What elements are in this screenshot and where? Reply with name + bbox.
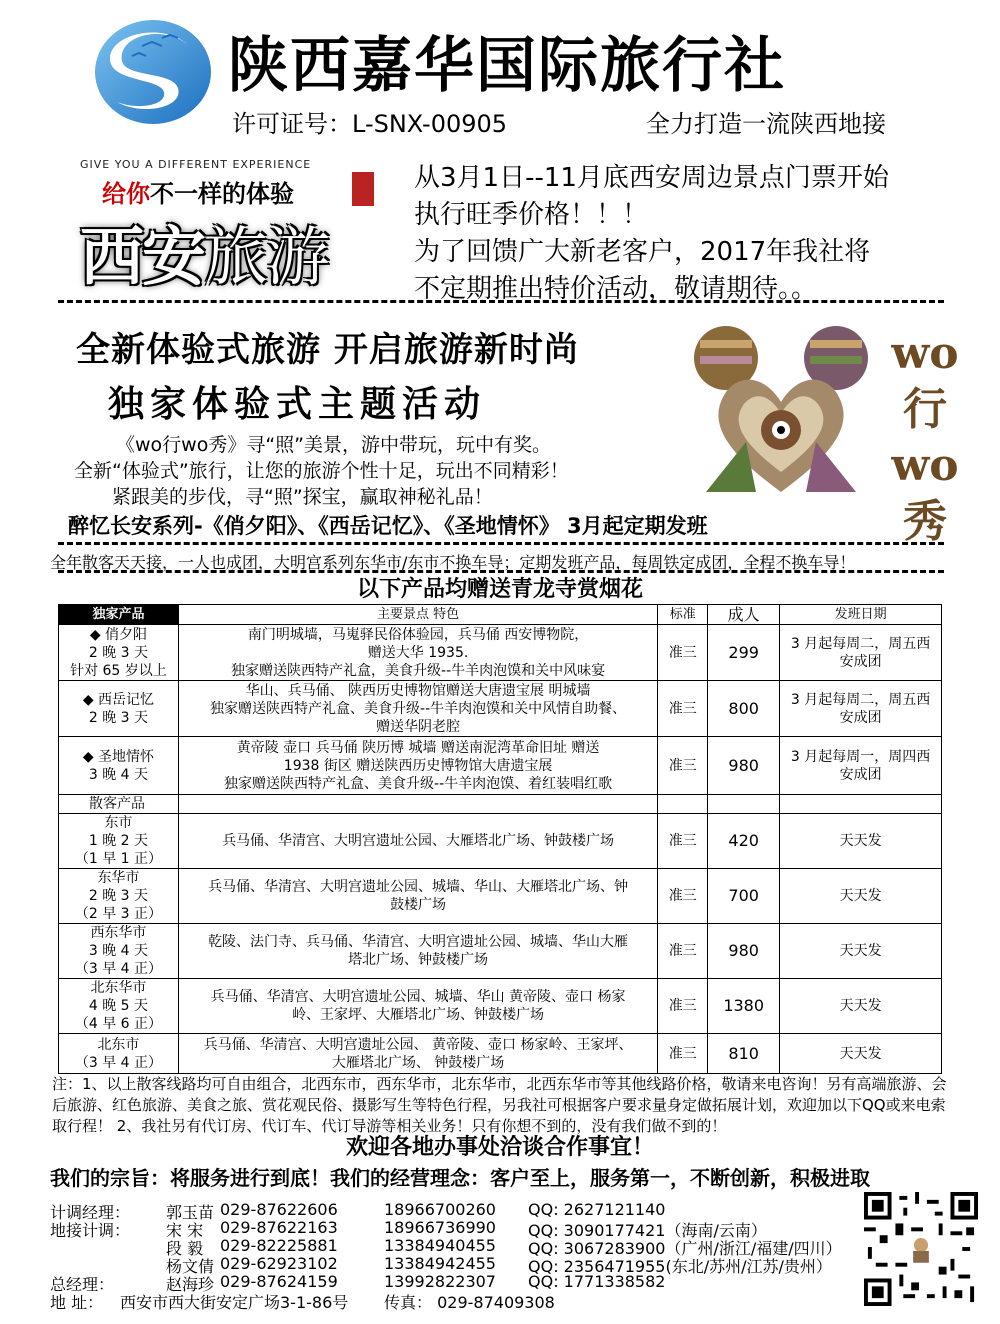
schedule-line: 3 月起每周二，周五西 — [790, 691, 931, 708]
wo-xing-wo-xiu-heart-logo — [686, 322, 876, 502]
dashed-divider — [58, 300, 944, 303]
address-label: 地 址： — [50, 1293, 104, 1312]
schedule-line: 安成团 — [839, 766, 882, 783]
product-meals: （4 早 6 正） — [74, 1016, 163, 1032]
product-meals: （3 早 4 正） — [74, 961, 163, 977]
price-cell: 980 — [708, 737, 780, 795]
table-row — [59, 1034, 942, 1074]
price-cell: 420 — [708, 814, 780, 869]
table-row — [59, 737, 942, 795]
highlight-line: 独家赠送陕西特产礼盒、美食升级--牛羊肉泡馍、着红装唱红歌 — [224, 775, 613, 792]
schedule-cell — [780, 737, 942, 795]
daily-departure-notice: 全年散客天天接，一人也成团，大明宫系列东华市/东市不换车导；定期发班产品，每周铁定成团，全程不换车导！ — [50, 553, 856, 572]
product-name: ◆ 西岳记忆 — [82, 691, 155, 708]
seal-stamp-icon — [352, 172, 374, 206]
dashed-divider — [58, 542, 944, 545]
header-slogan: 全力打造一流陕西地接 — [646, 110, 886, 138]
banner-title-thin: 旅游 — [204, 221, 328, 295]
contact-role: 地接计调： — [50, 1221, 131, 1240]
product-name: 北东市 — [97, 1036, 140, 1053]
table-row — [59, 814, 942, 869]
highlight-line: 独家赠送陕西特产礼盒、美食升级--牛羊肉泡馍和关中风情自助餐、 — [210, 700, 627, 717]
schedule-cell: 天天发 — [780, 979, 942, 1034]
company-logo — [92, 16, 214, 128]
schedule-line: 安成团 — [839, 653, 882, 670]
highlights-cell — [178, 869, 657, 924]
table-section-row — [59, 795, 942, 814]
highlight-line: 乾陵、法门寺、兵马俑、华清宫、大明宫遗址公园、城墙、华山大雁 — [208, 934, 629, 950]
address-value: 西安市西大街安定广场3-1-86号 — [120, 1293, 349, 1312]
schedule-cell: 天天发 — [780, 1034, 942, 1074]
fax-number: 传真： 029-87409308 — [384, 1293, 555, 1312]
highlight-line: 黄帝陵 壶口 兵马俑 陕历博 城墙 赠送南泥湾革命旧址 赠送 — [236, 739, 600, 756]
contact-phone: 029-82225881 — [220, 1236, 338, 1255]
promo-subheadline: 独家体验式主题活动 — [108, 383, 487, 425]
product-name: 东市 — [104, 815, 133, 831]
welcome-line: 欢迎各地办事处洽谈合作事宜！ — [345, 1135, 654, 1160]
table-row — [59, 979, 942, 1034]
contact-qq: QQ: 1771338582 — [528, 1272, 666, 1291]
product-name: ◆ 俏夕阳 — [89, 626, 148, 643]
schedule-line: 3 月起每周一，周四西 — [790, 748, 931, 765]
table-row — [59, 681, 942, 737]
schedule-cell: 天天发 — [780, 869, 942, 924]
price-cell: 299 — [708, 625, 780, 681]
product-cell — [59, 869, 179, 924]
product-meals: （1 早 1 正） — [74, 851, 163, 867]
highlight-line: 兵马俑、华清宫、大明宫遗址公园、大雁塔北广场、钟鼓楼广场 — [222, 833, 615, 849]
schedule-cell: 天天发 — [780, 924, 942, 979]
price-cell: 800 — [708, 681, 780, 737]
product-cell — [59, 979, 179, 1034]
wo-xing-wo-xiu-logo-text — [880, 326, 970, 550]
logo-text-line: wo — [891, 440, 959, 491]
contact-mobile: 13992822307 — [384, 1272, 496, 1291]
product-duration: 4 晚 5 天 — [88, 998, 149, 1014]
empty-cell — [178, 795, 657, 814]
highlight-line: 兵马俑、华清宫、大明宫遗址公园、 黄帝陵、壶口 杨家岭、王家坪、 — [203, 1036, 633, 1053]
empty-cell — [658, 795, 708, 814]
product-meals: （3 早 4 正） — [74, 1054, 163, 1071]
standard-cell: 准三 — [658, 814, 708, 869]
header-standard: 标准 — [658, 605, 708, 625]
tour-price-table — [58, 604, 942, 1074]
highlights-cell — [178, 625, 657, 681]
notice-line: 执行旺季价格！！！ — [414, 200, 649, 230]
banner-tagline-red: 给你 — [102, 179, 150, 208]
price-cell: 980 — [708, 924, 780, 979]
product-duration: 1 晚 2 天 — [88, 833, 149, 849]
product-cell — [59, 737, 179, 795]
highlights-cell — [178, 814, 657, 869]
logo-text-line: 秀 — [903, 496, 947, 547]
company-motto: 我们的宗旨：将服务进行到底！我们的经营理念：客户至上，服务第一，不断创新，积极进取 — [50, 1166, 870, 1190]
highlight-line: 塔北广场、钟鼓楼广场 — [348, 952, 489, 968]
banner-tagline-black: 不一样的体验 — [150, 179, 294, 208]
schedule-cell — [780, 625, 942, 681]
contact-phone: 029-62923102 — [220, 1254, 338, 1273]
notice-line: 为了回馈广大新老客户，2017年我社将 — [414, 237, 871, 267]
header-adult-price: 成人 — [708, 605, 780, 625]
price-notice — [414, 160, 984, 308]
contact-name: 赵海珍 — [166, 1275, 215, 1294]
highlights-cell — [178, 979, 657, 1034]
empty-cell — [708, 795, 780, 814]
loose-products-label: 散客产品 — [59, 795, 179, 814]
notice-line: 不定期推出特价活动，敬请期待。。 — [414, 274, 818, 304]
standard-cell: 准三 — [658, 1034, 708, 1074]
highlight-line: 兵马俑、华清宫、大明宫遗址公园、城墙、华山、大雁塔北广场、钟 — [208, 879, 629, 895]
table-row — [59, 924, 942, 979]
product-cell — [59, 814, 179, 869]
promo-line: 紧跟美的步伐，寻“照”探宝，赢取神秘礼品！ — [112, 486, 493, 508]
schedule-line: 安成团 — [839, 709, 882, 726]
contact-name: 郭玉苗 — [166, 1203, 215, 1222]
qr-code-icon[interactable] — [864, 1192, 978, 1306]
highlight-line: 大雁塔北广场、 钟鼓楼广场 — [331, 1054, 505, 1071]
contact-role: 计调经理： — [50, 1203, 131, 1222]
contact-phone: 029-87624159 — [220, 1272, 338, 1291]
highlight-line: 独家赠送陕西特产礼盒，美食升级--牛羊肉泡馍和关中风味宴 — [231, 662, 606, 679]
header-schedule: 发班日期 — [780, 605, 942, 625]
xian-tourism-banner — [80, 158, 410, 295]
banner-title — [80, 206, 328, 298]
contact-qq: QQ: 3090177421（海南/云南） — [528, 1221, 767, 1240]
contact-qq: QQ: 3067283900（广州/浙江/福建/四川） — [528, 1239, 842, 1258]
contact-name: 段 毅 — [166, 1239, 204, 1258]
product-duration: 2 晚 3 天 — [88, 709, 149, 726]
logo-text-line: wo — [891, 328, 959, 379]
standard-cell: 准三 — [658, 924, 708, 979]
standard-cell: 准三 — [658, 979, 708, 1034]
standard-cell: 准三 — [658, 681, 708, 737]
highlight-line: 兵马俑、华清宫、大明宫遗址公园、城墙、华山 黄帝陵、壶口 杨家 — [210, 989, 626, 1005]
contact-mobile: 18966736990 — [384, 1218, 496, 1237]
highlights-cell — [178, 737, 657, 795]
contact-phone: 029-87622163 — [220, 1218, 338, 1237]
product-duration: 3 晚 4 天 — [88, 943, 149, 959]
header-highlights: 主要景点 特色 — [178, 605, 657, 625]
table-row — [59, 869, 942, 924]
contact-name: 宋 宋 — [166, 1221, 204, 1240]
company-name: 陕西嘉华国际旅行社 — [228, 31, 786, 101]
header-product: 独家产品 — [59, 605, 179, 625]
standard-cell: 准三 — [658, 625, 708, 681]
price-cell: 700 — [708, 869, 780, 924]
product-name: ◆ 圣地情怀 — [82, 748, 155, 765]
contact-mobile: 13384940455 — [384, 1236, 496, 1255]
banner-english-tagline: GIVE YOU A DIFFERENT EXPERIENCE — [80, 158, 312, 171]
highlight-line: 南门明城墙，马嵬驿民俗体验园，兵马俑 西安博物院， — [247, 626, 589, 643]
product-duration: 2 晚 3 天 — [88, 888, 149, 904]
product-name: 西东华市 — [90, 925, 147, 941]
contact-role: 总经理： — [50, 1275, 115, 1294]
highlight-line: 赠送大华 1935. — [367, 644, 469, 661]
promo-line: 全新“体验式”旅行，让您的旅游个性十足，玩出不同精彩！ — [74, 460, 569, 482]
product-cell — [59, 681, 179, 737]
product-duration: 2 晚 3 天 — [88, 644, 149, 661]
notice-line: 从3月1日--11月底西安周边景点门票开始 — [414, 163, 889, 193]
highlight-line: 1938 街区 赠送陕西历史博物馆大唐遗宝展 — [283, 757, 553, 774]
schedule-cell: 天天发 — [780, 814, 942, 869]
product-meals: （2 早 3 正） — [74, 906, 163, 922]
product-name: 东华市 — [97, 870, 140, 886]
table-header-row — [59, 605, 942, 625]
license-number: 许可证号：L-SNX-00905 — [232, 110, 508, 138]
fireworks-gift-line: 以下产品均赠送青龙寺赏烟花 — [356, 577, 643, 602]
highlight-line: 赠送华阴老腔 — [376, 718, 461, 735]
price-cell: 810 — [708, 1034, 780, 1074]
product-cell — [59, 625, 179, 681]
logo-text-line: 行 — [903, 384, 947, 435]
contact-name: 杨文倩 — [166, 1257, 215, 1276]
highlights-cell — [178, 681, 657, 737]
empty-cell — [780, 795, 942, 814]
schedule-line: 3 月起每周二，周五西 — [790, 635, 931, 652]
price-cell: 1380 — [708, 979, 780, 1034]
schedule-cell — [780, 681, 942, 737]
contact-qq: QQ: 2627121140 — [528, 1200, 666, 1219]
highlight-line: 鼓楼广场 — [390, 897, 447, 913]
product-name: 北东华市 — [90, 980, 147, 996]
highlight-line: 华山、兵马俑、 陕西历史博物馆赠送大唐遗宝展 明城墙 — [245, 682, 591, 699]
footnote: 注：1、以上散客线路均可自由组合，北西东市，西东华市，北东华市，北西东华市等其他线路价格，敬请来电咨询！另有高端旅游、会后旅游、红色旅游、美食之旅、赏花观民俗、摄影写生等特色行程，另我社可根据客户要求量身定做拓展计划，欢迎加以下QQ或来电索取行程！ 2、我社另有代订房、代订车、代订导游等相关业务！只有你想不到的，没有我们做不到的！ — [52, 1075, 947, 1135]
promo-line: 《wo行wo秀》寻“照”美景，游中带玩，玩中有奖。 — [116, 434, 552, 456]
product-cell — [59, 924, 179, 979]
product-duration: 3 晚 4 天 — [88, 766, 149, 783]
table-row — [59, 625, 942, 681]
highlight-line: 岭、王家坪、大雁塔北广场、钟鼓楼广场 — [292, 1007, 545, 1023]
promo-headline: 全新体验式旅游 开启旅游新时尚 — [76, 330, 579, 370]
standard-cell: 准三 — [658, 737, 708, 795]
highlights-cell — [178, 1034, 657, 1074]
banner-title-bold: 西安 — [80, 221, 204, 295]
highlights-cell — [178, 924, 657, 979]
contact-mobile: 18966700260 — [384, 1200, 496, 1219]
standard-cell: 准三 — [658, 869, 708, 924]
banner-chinese-tagline — [102, 174, 294, 209]
product-cell — [59, 1034, 179, 1074]
series-schedule: 醉忆长安系列-《俏夕阳》、《西岳记忆》、《圣地情怀》 3月起定期发班 — [68, 514, 708, 538]
contact-qq: QQ: 2356471955(东北/苏州/江苏/贵州） — [528, 1257, 832, 1276]
product-note: 针对 65 岁以上 — [70, 662, 167, 679]
contact-mobile: 13384942455 — [384, 1254, 496, 1273]
contact-phone: 029-87622606 — [220, 1200, 338, 1219]
